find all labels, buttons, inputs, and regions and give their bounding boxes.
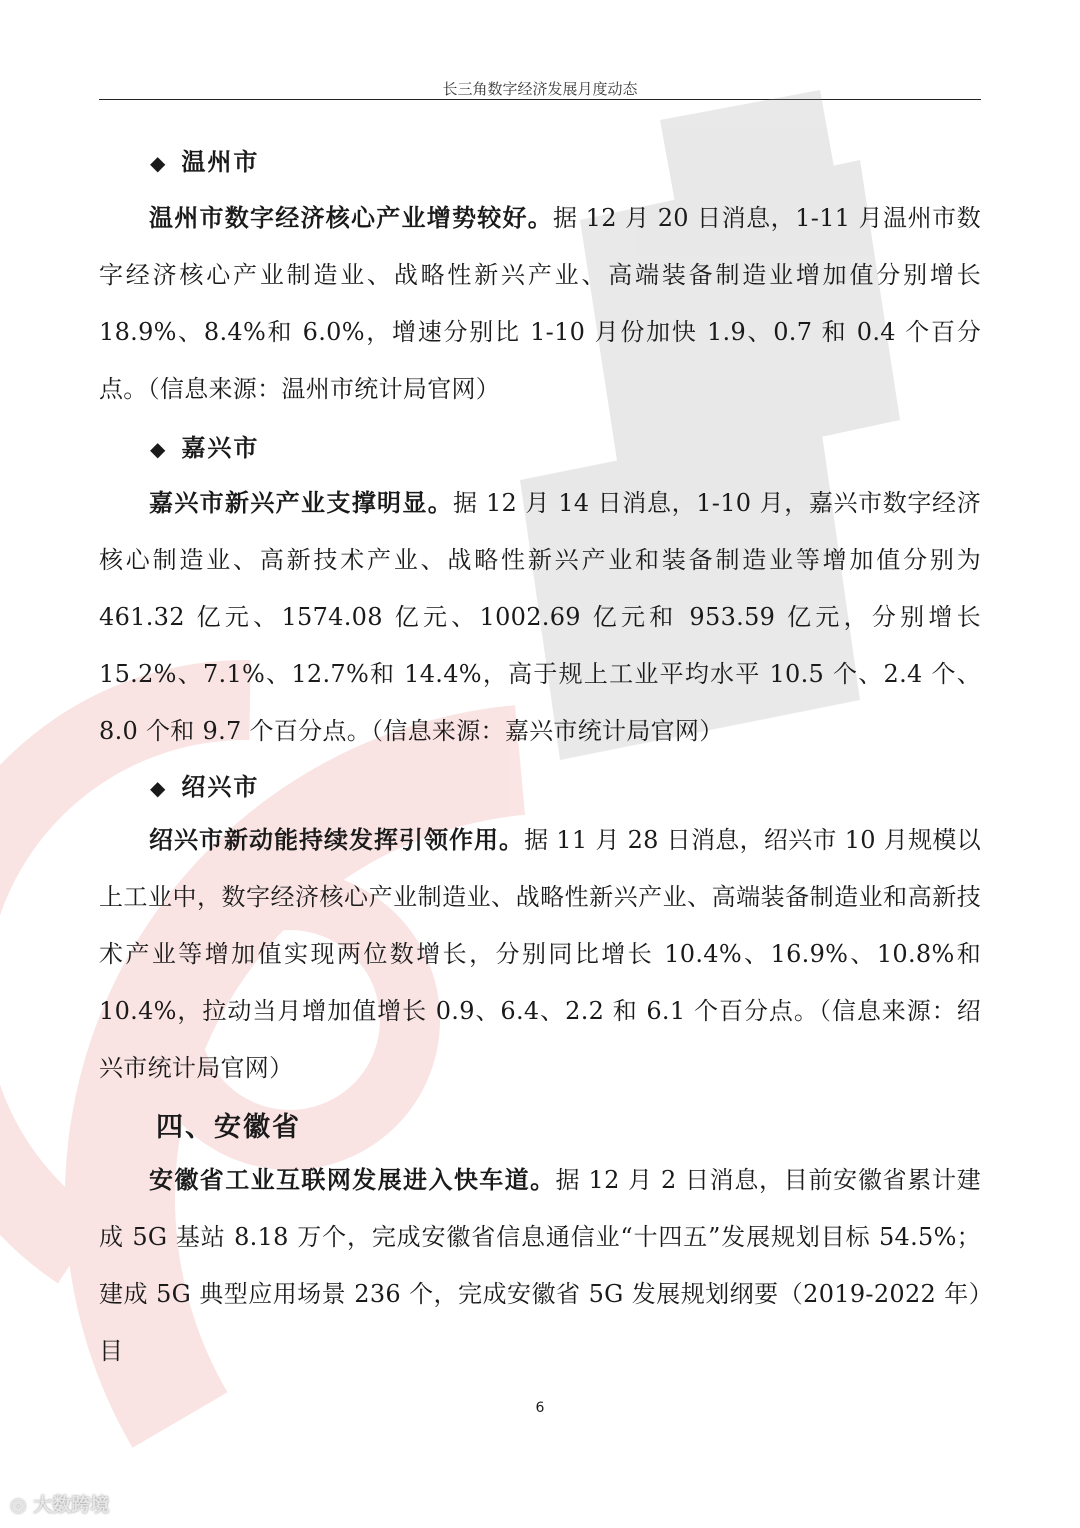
heading-text: 嘉兴市: [181, 433, 260, 462]
section-heading-wenzhou: [150, 142, 259, 177]
section-heading-anhui: 四、安徽省: [156, 1112, 301, 1143]
paragraph-anhui: [99, 1151, 981, 1380]
section-heading-jiaxing: [150, 428, 259, 463]
paragraph-shaoxing: [99, 811, 981, 1097]
paragraph-lead: 嘉兴市新兴产业支撑明显。: [149, 488, 454, 517]
header-title: 长三角数字经济发展月度动态: [442, 80, 638, 98]
diamond-bullet-icon: ◆: [150, 776, 168, 800]
heading-text: 温州市: [181, 147, 260, 176]
paragraph-body: 据 11 月 28 日消息，绍兴市 10 月规模以上工业中，数字经济核心产业制造业、战略性新兴产业、高端装备制造业和高新技术产业等增加值实现两位数增长，分别同比增长 10.4%、16.9%、10.8%和 10.4%，拉动当月增加值增长 0.9、6.4、2.2 和 6.1 个百分点。（信息来源：绍兴市统计局官网）: [99, 826, 982, 1082]
page-number: 6: [535, 1400, 545, 1416]
corner-logo-text: 大数跨境: [33, 1494, 110, 1516]
section-heading-shaoxing: [150, 767, 259, 802]
diamond-bullet-icon: ◆: [150, 151, 168, 175]
logo-icon: ◎: [10, 1494, 34, 1516]
paragraph-lead: 温州市数字经济核心产业增势较好。: [149, 203, 553, 232]
paragraph-body: 据 12 月 20 日消息，1-11 月温州市数字经济核心产业制造业、战略性新兴产业、高端装备制造业增加值分别增长 18.9%、8.4%和 6.0%，增速分别比 1-10 月份加快 1.9、0.7 和 0.4 个百分点。（信息来源：温州市统计局官网）: [99, 204, 981, 403]
paragraph-body: 据 12 月 2 日消息，目前安徽省累计建成 5G 基站 8.18 万个，完成安徽省信息通信业“十四五”发展规划目标 54.5%；建成 5G 典型应用场景 236 个，完成安徽省 5G 发展规划纲要（2019-2022 年）目: [99, 1166, 981, 1365]
paragraph-lead: 安徽省工业互联网发展进入快车道。: [149, 1165, 556, 1194]
paragraph-jiaxing: [99, 474, 981, 760]
paragraph-body: 据 12 月 14 日消息，1-10 月，嘉兴市数字经济核心制造业、高新技术产业、战略性新兴产业和装备制造业等增加值分别为 461.32 亿元、1574.08 亿元、1002.69 亿元和 953.59 亿元，分别增长 15.2%、7.1%、12.7%和 14.4%，高于规上工业平均水平 10.5 个、2.4 个、8.0 个和 9.7 个百分点。（信息来源：嘉兴市统计局官网）: [99, 489, 981, 745]
paragraph-lead: 绍兴市新动能持续发挥引领作用。: [149, 825, 525, 854]
corner-logo: [10, 1490, 109, 1517]
header-rule: [99, 99, 981, 100]
paragraph-wenzhou: [99, 189, 981, 418]
heading-text: 绍兴市: [181, 772, 260, 801]
diamond-bullet-icon: ◆: [150, 437, 168, 461]
